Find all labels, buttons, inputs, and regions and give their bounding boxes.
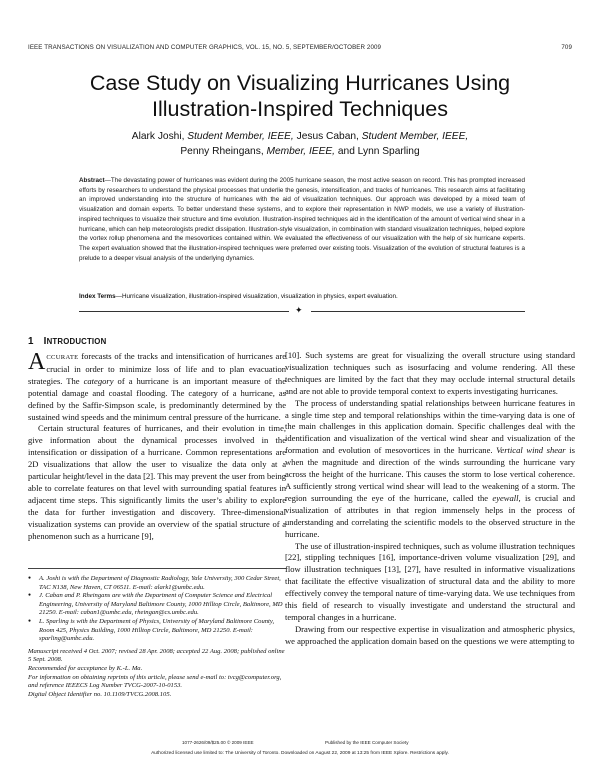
emphasis-text: eyewall: [492, 492, 519, 503]
paragraph-text: forecasts of the tracks and intensification of hurricanes are crucial in order to minimize loss of life and to plan evacuation strategies. The: [28, 351, 286, 386]
author-list: [0, 130, 600, 159]
section-heading: [28, 336, 106, 347]
author-membership: Student Member, IEEE,: [361, 131, 469, 142]
copyright-line: 1077-2626/09/$25.00 © 2009 IEEE: [182, 740, 254, 745]
author-name: and Lynn Sparling: [337, 145, 420, 157]
doi-note: Digital Object Identifier no. 10.1109/TVCG.2008.105.: [28, 690, 172, 698]
left-column: [28, 351, 286, 543]
right-column: [285, 350, 575, 648]
emphasis-text: category: [83, 375, 114, 386]
bullet-icon: ●: [28, 618, 32, 624]
publisher-line: Published by the IEEE Computer Society: [325, 740, 409, 745]
intro-paragraph-2: Certain structural features of hurricanes, and their evolution in time, give information about the dynamical processes involved in the intensification or dissipation of a hurricane. Common representations are 2D visualizations that allow the user to visualize the data only at a particular height/level in the data [2]. This may prevent the user from being able to correlate features on that level with surrounding spatial features in adjacent time steps. This significantly limits the user’s ability to explore the data for further investigation and discovery. Three-dimensional visualization systems can provide an overview of the spatial structure of a phenomenon such as a hurricane [9],: [28, 423, 286, 541]
acceptance-note: Recommended for acceptance by K.-L. Ma.: [28, 664, 143, 672]
author-line-1: [0, 130, 600, 145]
page-number: 709: [561, 44, 572, 51]
abstract: [79, 176, 525, 263]
intro-paragraph-1: [28, 351, 286, 423]
paragraph-text: is when the magnitude and direction of the winds surrounding the hurricane vary across the height of the hurricane. This causes the storm to lose vertical coherence. A sufficiently strong vertical wind shear will lead to the weakening of a storm. The region surrounding the eye of the hurricane, called the: [285, 445, 575, 503]
index-terms: [79, 292, 525, 301]
footnote-text: A. Joshi is with the Department of Diagnostic Radiology, Yale University, 300 Cedar Street, TAC N138, New Haven, CT 06511. E-mail: alark1@umbc.edu.: [39, 575, 281, 591]
author-name: Alark Joshi,: [131, 131, 185, 142]
author-line-2: [0, 145, 600, 160]
author-name: Penny Rheingans,: [180, 145, 264, 157]
author-membership: Student Member, IEEE,: [187, 131, 294, 142]
drop-cap: A: [28, 349, 46, 375]
separator-line-left: [79, 311, 289, 312]
title-line-1: Case Study on Visualizing Hurricanes Using: [89, 71, 511, 95]
footnote-affiliation-3: [28, 618, 286, 644]
footnote-text: L. Sparling is with the Department of Physics, University of Maryland Baltimore County, Room 425, Physics Building, 1000 Hilltop Circle, Baltimore, MD 21250. E-mail: sparling@umbc.edu.: [39, 617, 275, 643]
separator-diamond-icon: ✦: [295, 305, 303, 315]
paragraph-text: The process of understanding spatial relationships between hurricane features in a single time step and temporal relationships within the time-varying data is one of the main challenges in this application domain. Specific challenges deal with the identification and visualization of the vertical wind shear and visualization of the formation and evolution of mesovortices in the hurricane.: [285, 397, 575, 456]
index-terms-label: Index Terms: [79, 293, 116, 300]
footnote-affiliation-2: [28, 592, 286, 618]
paper-title: [0, 70, 600, 122]
abstract-label: Abstract: [79, 177, 105, 184]
right-paragraph-3: The use of illustration-inspired techniques, such as volume illustration techniques [22], stippling techniques [16], importance-driven volume visualization [29], and flow illustration techniques [13], [27], have resulted in informative visualizations that facilitate the effective visualization of structural data and the ability to more effectively convey the temporal nature of time-varying data. We use techniques from this field of research to visually investigate and understand the structural and temporal changes in a hurricane.: [285, 540, 575, 622]
bullet-icon: ●: [28, 593, 32, 599]
bullet-icon: ●: [28, 576, 32, 581]
footnote-text: J. Caban and P. Rheingans are with the Department of Computer Science and Electrical Engineering, University of Maryland Baltimore County, 1000 Hilltop Circle, Baltimore, MD 21250. E-mail: caban1@umbc.edu, rheingan@cs.umbc.edu.: [39, 592, 283, 617]
manuscript-dates: Manuscript received 4 Oct. 2007; revised 28 Apr. 2008; accepted 22 Aug. 2008; published online 5 Sept. 2008.: [28, 647, 285, 664]
section-title-initial: I: [43, 336, 47, 347]
right-paragraph-1: [10]. Such systems are great for visualizing the overall structure using standard visualization techniques such as isosurfacing and volume rendering. All these techniques are limited by the fact that they may occlude internal structural details and are not able to provide temporal context to experts investigating hurricanes.: [285, 350, 575, 396]
author-membership: Member, IEEE,: [266, 145, 336, 157]
running-header: IEEE TRANSACTIONS ON VISUALIZATION AND COMPUTER GRAPHICS, VOL. 15, NO. 5, SEPTEMBER/OCTOBER 2009: [28, 44, 382, 51]
footnotes: [28, 575, 286, 699]
drop-cap-rest: CCURATE: [46, 354, 79, 361]
section-title-rest: NTRODUCTION: [46, 337, 107, 346]
title-line-2: Illustration-Inspired Techniques: [152, 97, 448, 121]
abstract-text: —The devastating power of hurricanes was evident during the 2005 hurricane season, the most active season on record. This has prompted increased efforts by researchers to understand the physical processes that underlie the genesis, intensification, and tracks of hurricanes. This research aims at facilitating an improved understanding into the structure of hurricanes with the aid of visualization techniques. Our approach was developed by a mixed team of visualization and domain experts. To better understand these systems, and to explore their representation in NWP models, we use a variety of illustration-inspired techniques to visualize their structure and time evolution. Illustration-inspired techniques aid in the identification of the amount of vertical wind shear in a hurricane, which can help meteorologists predict dissipation. Illustration-style visualization, in combination with standard visualization techniques, helped explore the vortex rollup phenomena and the mesovortices contained within. We evaluated the effectiveness of our visualization with the help of six hurricane experts. The expert evaluation showed that the illustration-inspired techniques were preferred over existing tools. Visualization of the evolution of structural features is a prelude to a deeper visual analysis of the underlying dynamics.: [79, 177, 525, 262]
right-paragraph-2: [285, 398, 575, 541]
paragraph-text: , is crucial and visualization of attributes in that region immensely helps in the process of understanding and correlating the scientific models to the observed structure in the hurricane.: [285, 492, 575, 539]
author-name: Jesus Caban,: [296, 131, 359, 142]
emphasis-text: Vertical wind shear: [496, 445, 566, 456]
section-number: 1: [28, 336, 34, 347]
separator-line-right: [311, 311, 525, 312]
index-terms-text: —Hurricane visualization, illustration-inspired visualization, visualization in physics, expert evaluation.: [115, 293, 398, 300]
right-paragraph-4: Drawing from our respective expertise in visualization and atmospheric physics, we approached the application domain based on the questions we were attempting to: [285, 623, 575, 646]
paragraph-text: of a hurricane is an important measure of the potential damage and coastal flooding. The category of a hurricane, as defined by the Saffir-Simpson scale, is predominantly determined by the sustained wind speeds and the minimum central pressure of the hurricane.: [28, 375, 286, 422]
license-footer: Authorized licensed use limited to: The University of Toronto. Downloaded on August 22, 2009 at 13:25 from IEEE Xplore. Restrictions apply.: [151, 751, 449, 756]
footnote-affiliation-1: [28, 575, 286, 592]
footnote-rule: [28, 568, 286, 569]
reprints-note: For information on obtaining reprints of this article, please send e-mail to: tvcg@computer.org, and reference IEEECS Log Number TVCG-2007-10-0153.: [28, 673, 282, 690]
